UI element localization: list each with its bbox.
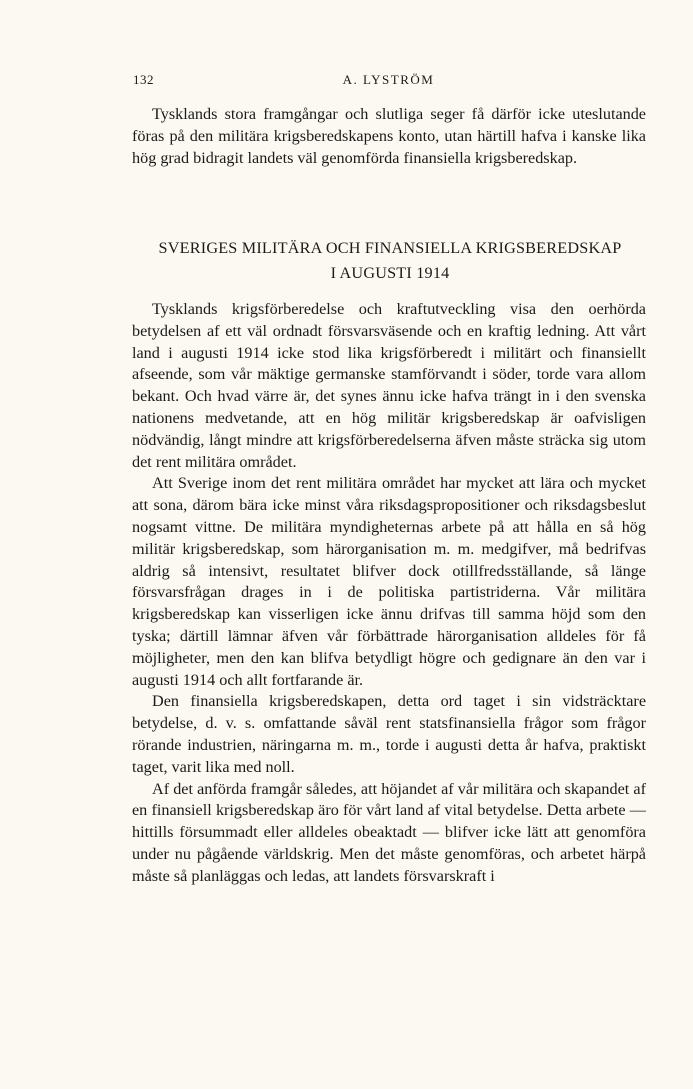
page-number: 132 [133, 72, 154, 87]
intro-section [132, 104, 646, 169]
section-heading [120, 236, 660, 286]
running-head-author: A. LYSTRÖM [342, 72, 435, 87]
section-heading-line-1: SVERIGES MILITÄRA OCH FINANSIELLA KRIGSBEREDSKAP [158, 239, 622, 257]
body-paragraph: Af det anförda framgår således, att höjandet af vår militära och skapandet af en finansiell krigsberedskap äro för vårt land af vital betydelse. Detta arbete — hittills försummadt eller alldeles obeaktadt — blifver icke lätt att genomföra under nu pågående världskrig. Men det måste genomföras, och arbetet härpå måste så planläggas och ledas, att landets försvarskraft i [132, 779, 646, 885]
intro-paragraph: Tysklands stora framgångar och slutliga seger få därför icke uteslutande föras på den militära krigsberedskapens konto, utan härtill hafva i kanske lika hög grad bidragit landets väl genomförda finansiella krigsberedskap. [132, 105, 646, 167]
section-body [132, 299, 646, 888]
body-paragraph: Tysklands krigsförberedelse och kraftutveckling visa den oerhörda betydelsen af ett väl ordnadt försvarsväsende och en kraftig ledning. Att vårt land i augusti 1914 icke stod lika krigsförberedt i militärt och finansiellt afseende, som vår mäktige germanske stamförvandt i söder, torde vara allom bekant. Och hvad värre är, det synes ännu icke hafva trängt in i den svenska nationens medvetande, att en hög militär krigsberedskap är oafvisligen nödvändig, långt mindre att krigsförberedelserna äfven måste sträcka sig utom det rent militära området. [132, 300, 646, 471]
section-heading-line-2: I AUGUSTI 1914 [330, 264, 450, 282]
body-paragraph: Att Sverige inom det rent militära området har mycket att lära och mycket att sona, därom bära icke minst våra riksdagspropositioner och riksdagsbeslut nogsamt vittne. De militära myndigheternas arbete på att hålla en så hög militär krigsberedskap, som härorganisation m. m. medgifver, må bedrifvas aldrig så intensivt, resultatet blifver dock otillfredsställande, så länge försvarsfrågan drages in i de politiska partistriderna. Vår militära krigsberedskap kan visserligen icke ännu drifvas till samma höjd som den tyska; därtill lämnar äfven vår förbättrade härorganisation alldeles för få möjligheter, men den kan blifva betydligt högre och gedignare än den var i augusti 1914 och allt fortfarande är. [132, 474, 646, 689]
running-head [131, 72, 646, 92]
body-paragraph: Den finansiella krigsberedskapen, detta ord taget i sin vidsträcktare betydelse, d. v. s. omfattande såväl rent statsfinansiella frågor som frågor rörande industrien, näringarna m. m., torde i augusti detta år hafva, praktiskt taget, varit lika med noll. [132, 692, 646, 776]
